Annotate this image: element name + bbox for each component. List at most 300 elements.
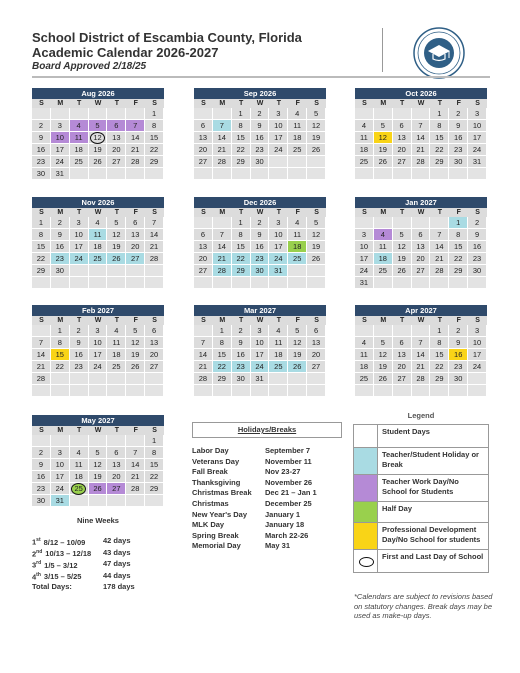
day-cell: 18 <box>107 349 126 361</box>
day-cell: 3 <box>51 447 70 459</box>
day-cell: 18 <box>355 144 374 156</box>
legend-label: Teacher Work Day/No School for Students <box>382 477 459 496</box>
day-cell: 14 <box>412 132 431 144</box>
weekday-label: M <box>213 208 232 217</box>
day-cell: 27 <box>393 373 412 385</box>
empty-day-cell <box>269 385 288 397</box>
day-cell: 20 <box>107 144 126 156</box>
day-cell: 14 <box>412 349 431 361</box>
day-cell: 30 <box>32 168 51 180</box>
day-cell: 6 <box>107 120 126 132</box>
day-cell: 27 <box>194 265 213 277</box>
month-title: Jan 2027 <box>355 197 487 208</box>
weekday-label: M <box>374 316 393 325</box>
day-cell: 10 <box>468 337 487 349</box>
day-cell: 23 <box>32 483 51 495</box>
day-cell: 1 <box>232 217 251 229</box>
day-cell: 27 <box>107 483 126 495</box>
day-cell: 31 <box>468 156 487 168</box>
total-days-value: 178 days <box>103 582 135 591</box>
empty-day-cell <box>393 217 412 229</box>
day-cell: 17 <box>269 132 288 144</box>
header-divider <box>382 28 383 72</box>
holiday-date: December 25 <box>265 498 312 508</box>
weekday-label: F <box>126 99 145 108</box>
month-day-grid <box>32 316 164 397</box>
day-cell: 25 <box>89 253 108 265</box>
day-cell: 19 <box>307 241 326 253</box>
day-cell: 1 <box>430 325 449 337</box>
holiday-name: Fall Break <box>192 467 228 477</box>
day-cell: 20 <box>393 361 412 373</box>
empty-day-cell <box>89 373 108 385</box>
empty-day-cell <box>468 168 487 180</box>
quarter-days: 47 days <box>103 559 131 568</box>
empty-day-cell <box>107 277 126 289</box>
day-cell: 22 <box>213 361 232 373</box>
day-cell: 7 <box>145 217 164 229</box>
weekday-label: S <box>355 316 374 325</box>
day-cell: 17 <box>468 349 487 361</box>
day-cell: 9 <box>51 229 70 241</box>
day-cell: 4 <box>288 217 307 229</box>
day-cell: 2 <box>32 120 51 132</box>
total-days-row <box>32 581 164 593</box>
day-cell: 14 <box>126 132 145 144</box>
month-day-grid <box>355 316 487 397</box>
holiday-date: January 1 <box>265 509 301 519</box>
day-cell: 18 <box>70 471 89 483</box>
day-cell: 5 <box>89 447 108 459</box>
day-cell: 29 <box>145 156 164 168</box>
day-cell: 25 <box>288 253 307 265</box>
day-cell: 22 <box>430 361 449 373</box>
day-cell: 1 <box>32 217 51 229</box>
day-cell: 21 <box>32 361 51 373</box>
day-cell: 18 <box>288 132 307 144</box>
day-cell: 5 <box>374 120 393 132</box>
day-cell: 24 <box>468 361 487 373</box>
day-cell: 9 <box>32 459 51 471</box>
quarter-range <box>32 570 103 582</box>
empty-day-cell <box>288 265 307 277</box>
day-cell: 13 <box>107 132 126 144</box>
title-line-2: Academic Calendar 2026-2027 <box>32 45 219 60</box>
day-cell: 22 <box>449 253 468 265</box>
quarter-ordinal: 2 <box>32 549 37 558</box>
weekday-label: S <box>194 99 213 108</box>
weekday-label: F <box>126 208 145 217</box>
day-cell: 5 <box>107 217 126 229</box>
empty-day-cell <box>232 168 251 180</box>
month-calendar <box>355 305 487 397</box>
day-cell: 6 <box>126 217 145 229</box>
day-cell: 13 <box>126 229 145 241</box>
day-cell: 14 <box>213 241 232 253</box>
empty-day-cell <box>145 168 164 180</box>
weekday-label: S <box>145 208 164 217</box>
day-cell: 22 <box>430 144 449 156</box>
day-cell: 7 <box>412 120 431 132</box>
empty-day-cell <box>194 168 213 180</box>
day-cell: 1 <box>449 217 468 229</box>
day-cell: 21 <box>213 144 232 156</box>
empty-day-cell <box>70 435 89 447</box>
holiday-date: March 22-26 <box>265 530 309 540</box>
day-cell: 31 <box>51 168 70 180</box>
day-cell: 3 <box>355 229 374 241</box>
quarter-range <box>32 535 103 547</box>
empty-day-cell <box>145 277 164 289</box>
legend-swatch <box>354 502 378 522</box>
day-cell: 27 <box>412 265 431 277</box>
weekday-label: S <box>32 426 51 435</box>
day-cell: 28 <box>412 156 431 168</box>
day-cell: 18 <box>269 349 288 361</box>
empty-day-cell <box>70 495 89 507</box>
day-cell: 4 <box>269 325 288 337</box>
day-cell: 16 <box>449 349 468 361</box>
day-cell: 4 <box>355 120 374 132</box>
day-cell: 5 <box>307 108 326 120</box>
month-calendar <box>194 305 326 397</box>
empty-day-cell <box>374 108 393 120</box>
day-cell: 19 <box>307 132 326 144</box>
empty-day-cell <box>89 277 108 289</box>
day-cell: 11 <box>288 120 307 132</box>
quarter-ordinal: 1 <box>32 537 37 547</box>
day-cell: 28 <box>126 483 145 495</box>
empty-day-cell <box>145 265 164 277</box>
empty-day-cell <box>89 385 108 397</box>
empty-day-cell <box>70 265 89 277</box>
holidays-title: Holidays/Breaks <box>192 422 342 438</box>
weekday-label: S <box>307 99 326 108</box>
weekday-label: S <box>355 208 374 217</box>
empty-day-cell <box>107 108 126 120</box>
day-cell: 16 <box>32 471 51 483</box>
day-cell: 5 <box>393 229 412 241</box>
weekday-label: T <box>70 208 89 217</box>
day-cell: 25 <box>374 265 393 277</box>
title-line-1: School District of Escambia County, Florida <box>32 30 302 45</box>
legend-swatch <box>354 475 378 501</box>
month-day-grid <box>194 316 326 397</box>
empty-day-cell <box>307 385 326 397</box>
day-cell: 25 <box>107 361 126 373</box>
empty-day-cell <box>393 325 412 337</box>
day-cell: 10 <box>51 459 70 471</box>
day-cell: 6 <box>194 229 213 241</box>
day-cell: 24 <box>468 144 487 156</box>
day-cell: 12 <box>288 337 307 349</box>
legend-label: Half Day <box>382 504 413 513</box>
day-cell: 18 <box>374 253 393 265</box>
empty-day-cell <box>194 217 213 229</box>
day-cell: 9 <box>251 229 270 241</box>
weekday-label: T <box>232 99 251 108</box>
empty-day-cell <box>126 265 145 277</box>
legend-swatch <box>354 523 378 549</box>
month-calendar <box>355 197 487 289</box>
day-cell: 5 <box>307 217 326 229</box>
day-cell: 11 <box>288 229 307 241</box>
day-cell: 14 <box>213 132 232 144</box>
day-cell: 3 <box>70 217 89 229</box>
day-cell: 3 <box>51 120 70 132</box>
day-cell: 26 <box>307 144 326 156</box>
holiday-row <box>192 478 342 489</box>
day-cell: 23 <box>449 361 468 373</box>
empty-day-cell <box>194 385 213 397</box>
day-cell: 25 <box>288 144 307 156</box>
day-cell: 11 <box>269 337 288 349</box>
day-cell: 23 <box>51 253 70 265</box>
day-cell: 24 <box>251 361 270 373</box>
holiday-name: MLK Day <box>192 520 225 530</box>
empty-day-cell <box>145 373 164 385</box>
empty-day-cell <box>107 385 126 397</box>
empty-day-cell <box>145 385 164 397</box>
first-day-marker: 12 <box>90 132 105 144</box>
empty-day-cell <box>412 385 431 397</box>
empty-day-cell <box>374 168 393 180</box>
empty-day-cell <box>288 156 307 168</box>
day-cell: 17 <box>70 241 89 253</box>
weekday-label: M <box>213 99 232 108</box>
day-cell <box>89 132 108 144</box>
day-cell: 30 <box>449 373 468 385</box>
day-cell: 8 <box>145 447 164 459</box>
nine-weeks-box <box>32 515 164 593</box>
header-rule <box>32 76 490 78</box>
day-cell: 28 <box>32 373 51 385</box>
empty-day-cell <box>32 435 51 447</box>
day-cell: 3 <box>89 325 108 337</box>
day-cell: 12 <box>374 349 393 361</box>
empty-day-cell <box>194 277 213 289</box>
day-cell: 17 <box>269 241 288 253</box>
legend-row <box>354 550 488 573</box>
day-cell: 24 <box>89 361 108 373</box>
day-cell: 19 <box>89 471 108 483</box>
day-cell: 16 <box>468 241 487 253</box>
quarter-range <box>32 547 103 559</box>
weekday-label: W <box>89 316 108 325</box>
day-cell: 5 <box>288 325 307 337</box>
empty-day-cell <box>449 385 468 397</box>
day-cell: 23 <box>32 156 51 168</box>
day-cell: 27 <box>393 156 412 168</box>
day-cell: 19 <box>288 349 307 361</box>
day-cell: 15 <box>32 241 51 253</box>
weekday-label: S <box>355 99 374 108</box>
day-cell: 13 <box>107 459 126 471</box>
month-day-grid <box>194 99 326 180</box>
weekday-label: T <box>232 208 251 217</box>
day-cell: 17 <box>89 349 108 361</box>
day-cell: 5 <box>126 325 145 337</box>
weekday-label: W <box>89 208 108 217</box>
day-cell: 16 <box>32 144 51 156</box>
empty-day-cell <box>107 435 126 447</box>
holiday-row <box>192 510 342 521</box>
weekday-label: F <box>449 208 468 217</box>
quarter-ordinal-suffix: th <box>36 571 41 578</box>
day-cell: 2 <box>468 217 487 229</box>
day-cell: 3 <box>251 325 270 337</box>
weekday-label: M <box>213 316 232 325</box>
holiday-row <box>192 457 342 468</box>
day-cell: 12 <box>107 229 126 241</box>
day-cell: 12 <box>374 132 393 144</box>
weekday-label: S <box>145 316 164 325</box>
month-title: Nov 2026 <box>32 197 164 208</box>
day-cell: 26 <box>393 265 412 277</box>
empty-day-cell <box>412 108 431 120</box>
day-cell: 15 <box>430 349 449 361</box>
empty-day-cell <box>107 373 126 385</box>
weekday-label: S <box>32 208 51 217</box>
month-calendar <box>32 88 164 180</box>
day-cell: 16 <box>251 132 270 144</box>
day-cell: 8 <box>232 120 251 132</box>
month-calendar <box>32 305 164 397</box>
day-cell: 16 <box>51 241 70 253</box>
month-title: Mar 2027 <box>194 305 326 316</box>
day-cell: 7 <box>412 337 431 349</box>
day-cell: 2 <box>251 108 270 120</box>
legend-swatch <box>354 448 378 474</box>
day-cell: 14 <box>145 229 164 241</box>
day-cell: 19 <box>374 361 393 373</box>
day-cell: 23 <box>251 144 270 156</box>
day-cell: 15 <box>232 241 251 253</box>
day-cell: 21 <box>126 471 145 483</box>
month-day-grid <box>32 426 164 507</box>
day-cell: 30 <box>251 265 270 277</box>
empty-day-cell <box>126 385 145 397</box>
day-cell: 1 <box>145 108 164 120</box>
empty-day-cell <box>468 385 487 397</box>
holiday-name: Memorial Day <box>192 541 241 551</box>
empty-day-cell <box>307 277 326 289</box>
day-cell: 4 <box>374 229 393 241</box>
quarter-days: 43 days <box>103 547 131 557</box>
nine-weeks-row <box>32 570 164 582</box>
holiday-row <box>192 446 342 457</box>
quarter-ordinal-suffix: rd <box>36 560 42 566</box>
empty-day-cell <box>70 385 89 397</box>
quarter-dates: 3/15 – 5/25 <box>43 572 82 581</box>
day-cell: 2 <box>70 325 89 337</box>
quarter-dates: 1/5 – 3/12 <box>44 560 78 570</box>
day-cell: 7 <box>32 337 51 349</box>
day-cell: 23 <box>251 253 270 265</box>
weekday-label: F <box>288 99 307 108</box>
weekday-label: S <box>145 426 164 435</box>
empty-day-cell <box>51 373 70 385</box>
quarter-dates: 10/13 – 12/18 <box>45 549 92 558</box>
day-cell: 25 <box>269 361 288 373</box>
holiday-name: Spring Break <box>192 530 239 540</box>
day-cell: 7 <box>126 120 145 132</box>
day-cell: 18 <box>288 241 307 253</box>
empty-day-cell <box>145 495 164 507</box>
day-cell: 24 <box>70 253 89 265</box>
day-cell: 20 <box>307 349 326 361</box>
day-cell: 21 <box>412 144 431 156</box>
total-days-label: Total Days: <box>32 582 72 591</box>
holiday-name: Labor Day <box>192 446 229 455</box>
day-cell: 23 <box>449 144 468 156</box>
day-cell: 12 <box>89 459 108 471</box>
weekday-label: M <box>51 316 70 325</box>
quarter-range <box>32 558 103 570</box>
day-cell: 11 <box>355 132 374 144</box>
day-cell: 24 <box>51 156 70 168</box>
day-cell: 17 <box>51 471 70 483</box>
month-calendar <box>194 88 326 180</box>
month-title: May 2027 <box>32 415 164 426</box>
empty-day-cell <box>288 277 307 289</box>
day-cell: 29 <box>145 483 164 495</box>
day-cell: 29 <box>232 265 251 277</box>
day-cell: 10 <box>89 337 108 349</box>
day-cell: 10 <box>269 120 288 132</box>
weekday-label: S <box>32 316 51 325</box>
day-cell: 23 <box>70 361 89 373</box>
day-cell: 10 <box>355 241 374 253</box>
empty-day-cell <box>449 277 468 289</box>
nine-weeks-row <box>32 558 164 570</box>
day-cell: 17 <box>468 132 487 144</box>
quarter-dates: 8/12 – 10/09 <box>43 537 86 547</box>
quarter-days: 42 days <box>103 536 131 545</box>
empty-day-cell <box>393 277 412 289</box>
empty-day-cell <box>70 373 89 385</box>
weekday-label: W <box>412 99 431 108</box>
day-cell: 21 <box>194 361 213 373</box>
weekday-label: S <box>32 99 51 108</box>
quarter-days: 44 days <box>103 570 131 580</box>
empty-day-cell <box>430 168 449 180</box>
day-cell: 8 <box>430 120 449 132</box>
day-cell: 22 <box>232 144 251 156</box>
day-cell: 22 <box>51 361 70 373</box>
month-title: Aug 2026 <box>32 88 164 99</box>
day-cell: 13 <box>412 241 431 253</box>
weekday-label: M <box>374 208 393 217</box>
day-cell: 11 <box>70 132 89 144</box>
day-cell: 8 <box>449 229 468 241</box>
month-calendar <box>32 415 164 507</box>
empty-day-cell <box>374 385 393 397</box>
day-cell: 29 <box>232 156 251 168</box>
day-cell: 17 <box>355 253 374 265</box>
weekday-label: F <box>288 316 307 325</box>
weekday-label: M <box>374 99 393 108</box>
day-cell: 20 <box>393 144 412 156</box>
empty-day-cell <box>251 385 270 397</box>
month-title: Sep 2026 <box>194 88 326 99</box>
day-cell: 3 <box>468 108 487 120</box>
empty-day-cell <box>374 325 393 337</box>
holiday-row <box>192 467 342 478</box>
day-cell: 8 <box>145 120 164 132</box>
day-cell: 11 <box>107 337 126 349</box>
day-cell: 27 <box>194 156 213 168</box>
